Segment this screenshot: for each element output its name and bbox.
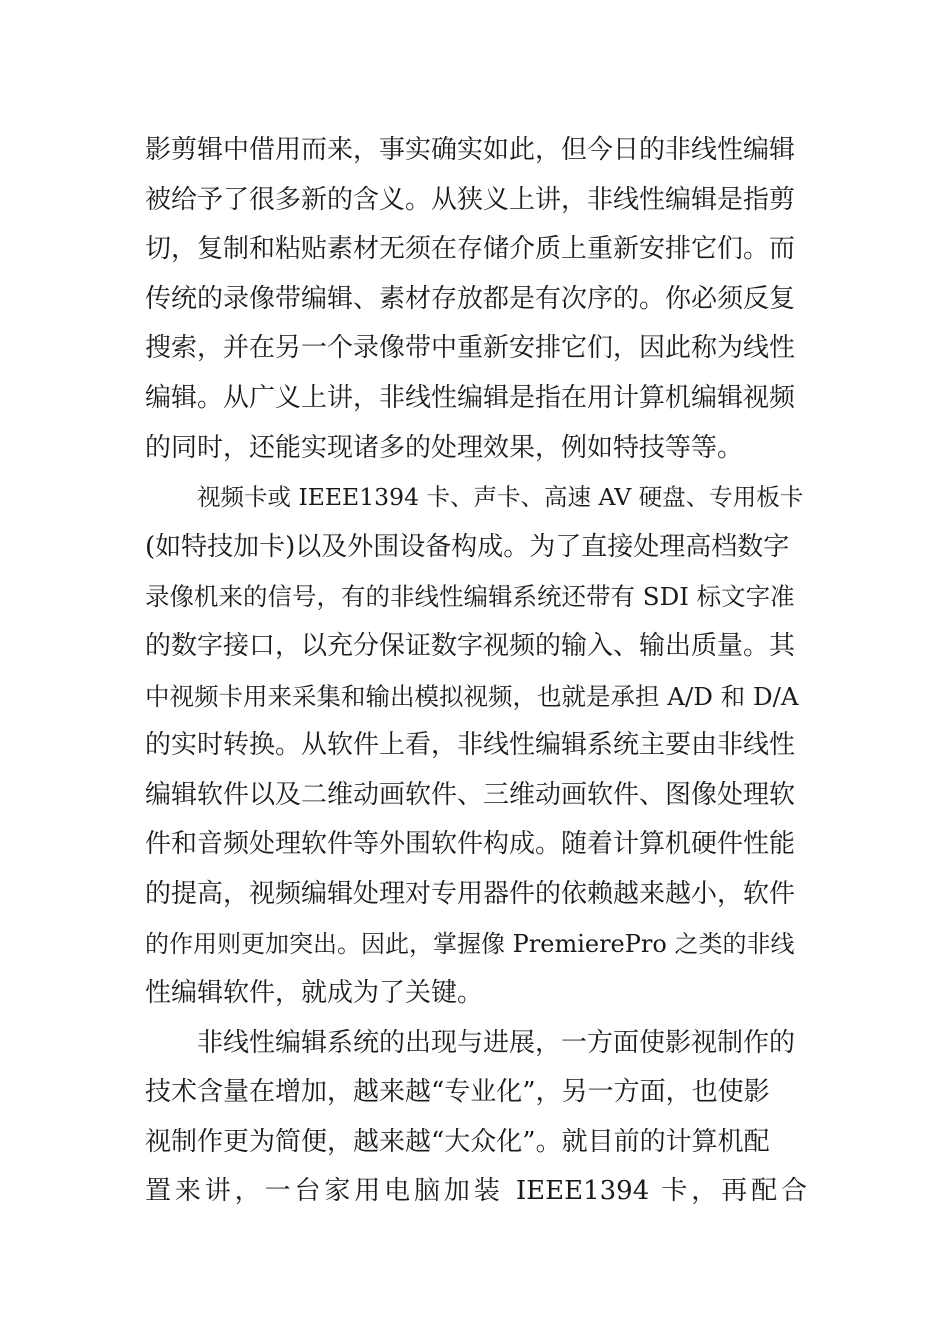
text-line: 的实时转换。从软件上看，非线性编辑系统主要由非线性 <box>145 730 796 761</box>
document-body <box>145 126 807 1217</box>
text-line: 搜索，并在另一个录像带中重新安排它们，因此称为线性 <box>145 333 796 364</box>
text-line: 的作用则更加突出。因此，掌握像 PremierePro 之类的非线 <box>145 929 795 958</box>
text-line: 技术含量在增加，越来越“专业化”，另一方面，也使影 <box>145 1077 770 1108</box>
text-line: 置来讲，一台家用电脑加装 IEEE1394 卡，再配合 <box>145 1176 807 1207</box>
text-line: 性编辑软件，就成为了关键。 <box>145 978 484 1009</box>
paragraph-first-line: 视频卡或 IEEE1394 卡、声卡、高速 AV 硬盘、专用板卡 <box>197 483 804 512</box>
text-line: 视制作更为简便，越来越“大众化”。就目前的计算机配 <box>145 1126 770 1157</box>
text-line: 编辑。从广义上讲，非线性编辑是指在用计算机编辑视频 <box>145 382 796 413</box>
text-line: (如特技加卡)以及外围设备构成。为了直接处理高档数字 <box>145 531 790 562</box>
text-line: 切，复制和粘贴素材无须在存储介质上重新安排它们。而 <box>145 234 796 265</box>
text-line: 传统的录像带编辑、素材存放都是有次序的。你必须反复 <box>145 283 796 314</box>
text-line: 影剪辑中借用而来，事实确实如此，但今日的非线性编辑 <box>145 135 796 165</box>
text-line: 的数字接口，以充分保证数字视频的输入、输出质量。其 <box>145 630 796 661</box>
text-line: 的同时，还能实现诸多的处理效果，例如特技等等。 <box>145 432 744 463</box>
text-line: 被给予了很多新的含义。从狭义上讲，非线性编辑是指剪 <box>145 184 796 215</box>
text-line: 的提高，视频编辑处理对专用器件的依赖越来越小，软件 <box>145 878 796 909</box>
paragraph-first-line: 非线性编辑系统的出现与进展，一方面使影视制作的 <box>197 1027 796 1058</box>
text-line: 录像机来的信号，有的非线性编辑系统还带有 SDI 标文字准 <box>145 582 795 612</box>
text-line: 件和音频处理软件等外围软件构成。随着计算机硬件性能 <box>145 829 796 860</box>
text-line: 编辑软件以及二维动画软件、三维动画软件、图像处理软 <box>145 779 796 810</box>
text-line: 中视频卡用来采集和输出模拟视频，也就是承担 A/D 和 D/A <box>145 681 799 711</box>
